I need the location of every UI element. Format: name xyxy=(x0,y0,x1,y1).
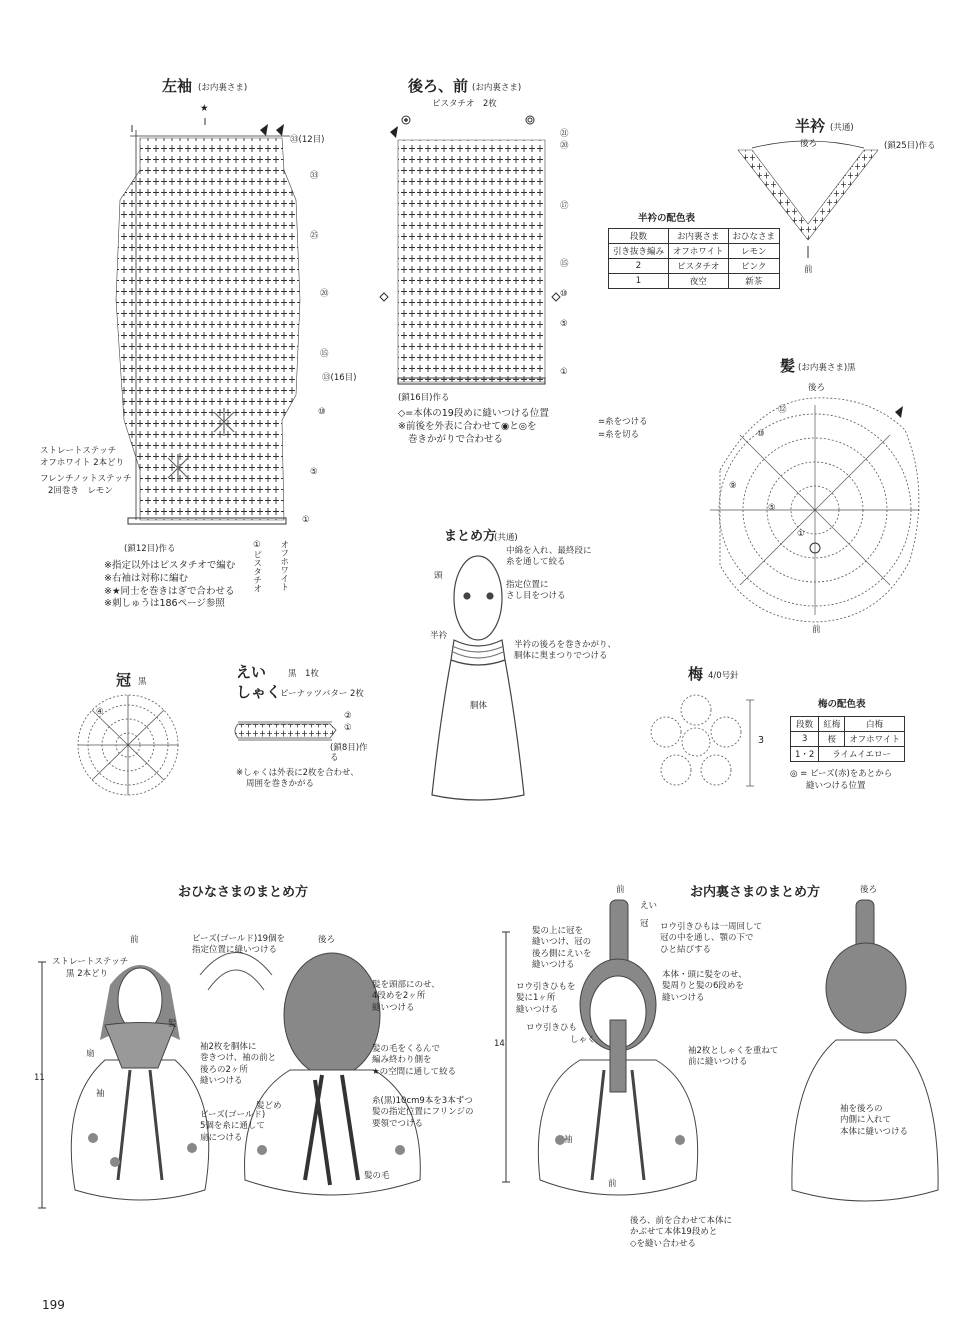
sleeve-chain: (鎖12目)作る xyxy=(124,544,176,554)
dairi-back-label: 後ろ xyxy=(860,885,878,895)
hina-back-label: 後ろ xyxy=(318,935,336,945)
legend-attach: =糸をつける xyxy=(598,417,648,427)
sleeve-row-label: ⑬(16目) xyxy=(322,373,357,383)
hina-sleeve-label: 袖 xyxy=(96,1089,105,1099)
legend-cut: =糸を切る xyxy=(598,430,640,440)
hina-hairtail-label: 髪の毛 xyxy=(364,1171,390,1181)
collar-subtitle: (共通) xyxy=(830,123,854,133)
dairi-ei-label: えい xyxy=(640,901,658,911)
ei-title: えい xyxy=(236,663,267,681)
hina-stitch-label: ストレートステッチ xyxy=(52,957,129,967)
knot-note: フレンチノットステッチ xyxy=(40,474,132,484)
crown-row: ④ xyxy=(96,707,104,717)
sleeve-chart xyxy=(116,118,300,524)
crown-chart xyxy=(78,695,178,795)
plum-size: 3 xyxy=(758,735,765,746)
hair-title: 髪 xyxy=(780,357,796,375)
crown-title: 冠 xyxy=(116,671,132,689)
hair-row: ① xyxy=(797,529,805,539)
hina-note-sleeves: 袖2枚を胴体に 巻きつけ、袖の前と 後ろの2ヶ所 縫いつける xyxy=(200,1042,277,1087)
sleeve-title: 左袖 xyxy=(162,77,193,95)
hina-front-label: 前 xyxy=(130,935,139,945)
dairi-front2-label: 前 xyxy=(608,1179,617,1189)
plum-table-title: 梅の配色表 xyxy=(818,699,866,710)
dairi-title: お内裏さまのまとめ方 xyxy=(690,885,821,900)
dairi-note-hair: 本体・頭に髪をのせ、 髪周りと髪の6段めを 縫いつける xyxy=(662,970,747,1003)
body-row-label: ⑰ xyxy=(560,201,569,211)
hair-row: ⑤ xyxy=(768,503,776,513)
dairi-sleeve-label: 袖 xyxy=(564,1135,573,1145)
collar-front-label: 前 xyxy=(804,265,813,275)
page-number: 199 xyxy=(42,1298,65,1312)
hair-chart xyxy=(710,398,920,622)
hina-note-hair: 髪を頭部にのせ、 4段めを2ヶ所 縫いつける xyxy=(372,980,440,1013)
body-subtitle: (お内裏さま) xyxy=(472,83,522,93)
plum-hook: 4/0号針 xyxy=(708,671,739,681)
stitch-note: オフホワイト 2本どり xyxy=(40,458,125,468)
assembly-note-collar: 半衿の後ろを巻きかがり、 胴体に奥まつりでつける xyxy=(514,640,617,662)
hina-note-fringe: 糸(黒)10cm9本を3本ずつ 髪の指定位置にフリンジの 要領でつける xyxy=(372,1096,474,1129)
collar-chain: (鎖25目)作る xyxy=(884,141,936,151)
hina-note-beads: ビーズ(ゴールド)19個を 指定位置に縫いつける xyxy=(192,934,286,956)
body-row-label: ① xyxy=(560,367,568,377)
dairi-front-label: 前 xyxy=(616,885,625,895)
collar-table-title: 半衿の配色表 xyxy=(638,213,696,224)
plum-note: 縫いつける位置 xyxy=(806,781,866,791)
ei-color: 黒 1枚 xyxy=(288,669,319,679)
dairi-shaku-label: しゃく xyxy=(570,1035,596,1045)
body-row-label: ⑳ xyxy=(560,141,569,151)
body-title: 後ろ、前 xyxy=(408,77,469,95)
sleeve-row-label: ㉕ xyxy=(310,231,319,241)
sleeve-notes: ※指定以外はピスタチオで編む ※右袖は対称に編む ※★同士を巻きはぎで合わせる ※刺しゅうは186ページ参照 xyxy=(104,560,236,610)
sleeve-row-label: ⑤ xyxy=(310,467,318,477)
shaku-chain: (鎖8目)作る xyxy=(330,743,368,763)
shaku-chart xyxy=(235,722,336,740)
body-row-label: ⑩ xyxy=(560,289,568,299)
collar-color-table: 段数 お内裏さま おひなさま 引き抜き編み オフホワイト レモン 2 ピスタチオ ピンク 1 夜空 新茶 xyxy=(608,228,780,289)
assembly-title: まとめ方 xyxy=(444,529,497,544)
shaku-notes: ※しゃくは外表に2枚を合わせ、 周囲を巻きかがる xyxy=(236,768,359,790)
shaku-row: ② xyxy=(344,711,352,721)
hair-row: ⑩ xyxy=(757,429,765,439)
dairi-note-cord-loop: ロウ引きひもは一周回して 冠の中を通し、顎の下で ひと結びする xyxy=(660,922,763,955)
collar-back-label: 後ろ xyxy=(800,139,818,149)
sleeve-vertical-label: オフホワイト xyxy=(278,540,289,591)
sleeve-row-label: ㉝(12目) xyxy=(290,135,325,145)
body-chain: (鎖16目)作る xyxy=(398,393,450,403)
hair-subtitle: (お内裏さま)黒 xyxy=(798,363,856,373)
dairi-note-join: 後ろ、前を合わせて本体に かぶせて本体19段めと ◇を縫い合わせる xyxy=(630,1216,733,1249)
assembly-note-stuffing: 中綿を入れ、最終段に 糸を通して絞る xyxy=(506,546,592,568)
plum-note: ◎ = ビーズ(赤)をあとから xyxy=(790,769,893,779)
hair-row: ⑨ xyxy=(729,481,737,491)
body-label: 胴体 xyxy=(470,701,488,711)
shaku-row: ① xyxy=(344,723,352,733)
body-chart xyxy=(380,116,560,384)
stitch-note: ストレートステッチ xyxy=(40,446,117,456)
collar-label: 半衿 xyxy=(430,631,448,641)
sleeve-row-label: ⑮ xyxy=(320,349,329,359)
hina-hairband-label: 髪どめ xyxy=(256,1101,282,1111)
dairi-note-back-sleeve: 袖を後ろの 内側に入れて 本体に縫いつける xyxy=(840,1104,909,1137)
dairi-note-sleeves: 袖2枚としゃくを重ねて 前に縫いつける xyxy=(688,1046,779,1068)
sleeve-row-label: ⑩ xyxy=(318,407,326,417)
head-label: 頭 xyxy=(434,571,443,581)
sleeve-star: ★ xyxy=(200,103,209,114)
dairi-note-crown: 髪の上に冠を 縫いつけ、冠の 後ろ側にえいを 縫いつける xyxy=(532,926,592,971)
collar-title: 半衿 xyxy=(795,117,826,135)
shaku-color: ピーナッツバター 2枚 xyxy=(280,689,364,699)
sleeve-row-label: ① xyxy=(302,515,310,525)
sleeve-subtitle: (お内裏さま) xyxy=(198,83,248,93)
dairi-cord-label: ロウ引きひも xyxy=(526,1023,578,1033)
sleeve-vertical-label: ①ピスタチオ xyxy=(251,540,262,593)
body-row-label: ㉑ xyxy=(560,129,569,139)
body-color: ピスタチオ 2枚 xyxy=(432,99,497,109)
hina-height: 11 xyxy=(34,1073,45,1083)
dairi-crown-label: 冠 xyxy=(640,919,649,929)
shaku-title: しゃく xyxy=(236,683,282,701)
assembly-note-eyes: 指定位置に さし目をつける xyxy=(506,580,566,602)
hair-front-label: 前 xyxy=(812,625,821,635)
hair-back-label: 後ろ xyxy=(808,383,826,393)
crown-color: 黒 xyxy=(138,677,147,687)
knot-note: 2回巻き レモン xyxy=(48,486,113,496)
hina-fan-label: 扇 xyxy=(86,1049,95,1059)
dairi-back-illustration xyxy=(792,900,938,1201)
body-row-label: ⑮ xyxy=(560,259,569,269)
body-notes: ◇=本体の19段めに縫いつける位置 ※前後を外表に合わせて◉と◎を 巻きかがりで合わせる xyxy=(398,408,549,445)
hina-hair-label: 髪 xyxy=(168,1019,177,1029)
hina-note-tie: 髪の毛をくるんで 編み終わり側を ★の空間に通して絞る xyxy=(372,1044,457,1077)
sleeve-row-label: ㉝ xyxy=(310,171,319,181)
plum-title: 梅 xyxy=(688,665,704,683)
plum-color-table: 段数 紅梅 白梅 3 桜 オフホワイト 1・2 ライムイエロー xyxy=(790,716,905,762)
dairi-height: 14 xyxy=(494,1039,505,1049)
hina-stitch-label: 黒 2本どり xyxy=(66,969,109,979)
assembly-subtitle: (共通) xyxy=(494,533,518,543)
hina-note-gold: ビーズ(ゴールド) 5個を糸に通して 扇につける xyxy=(200,1110,266,1143)
hair-row: ⑫ xyxy=(778,405,787,415)
hina-title: おひなさまのまとめ方 xyxy=(178,885,309,900)
dairi-note-cord-place: ロウ引きひもを 髪に1ヶ所 縫いつける xyxy=(516,982,576,1015)
body-row-label: ⑤ xyxy=(560,319,568,329)
sleeve-row-label: ⑳ xyxy=(320,289,329,299)
plum-chart xyxy=(651,695,754,786)
